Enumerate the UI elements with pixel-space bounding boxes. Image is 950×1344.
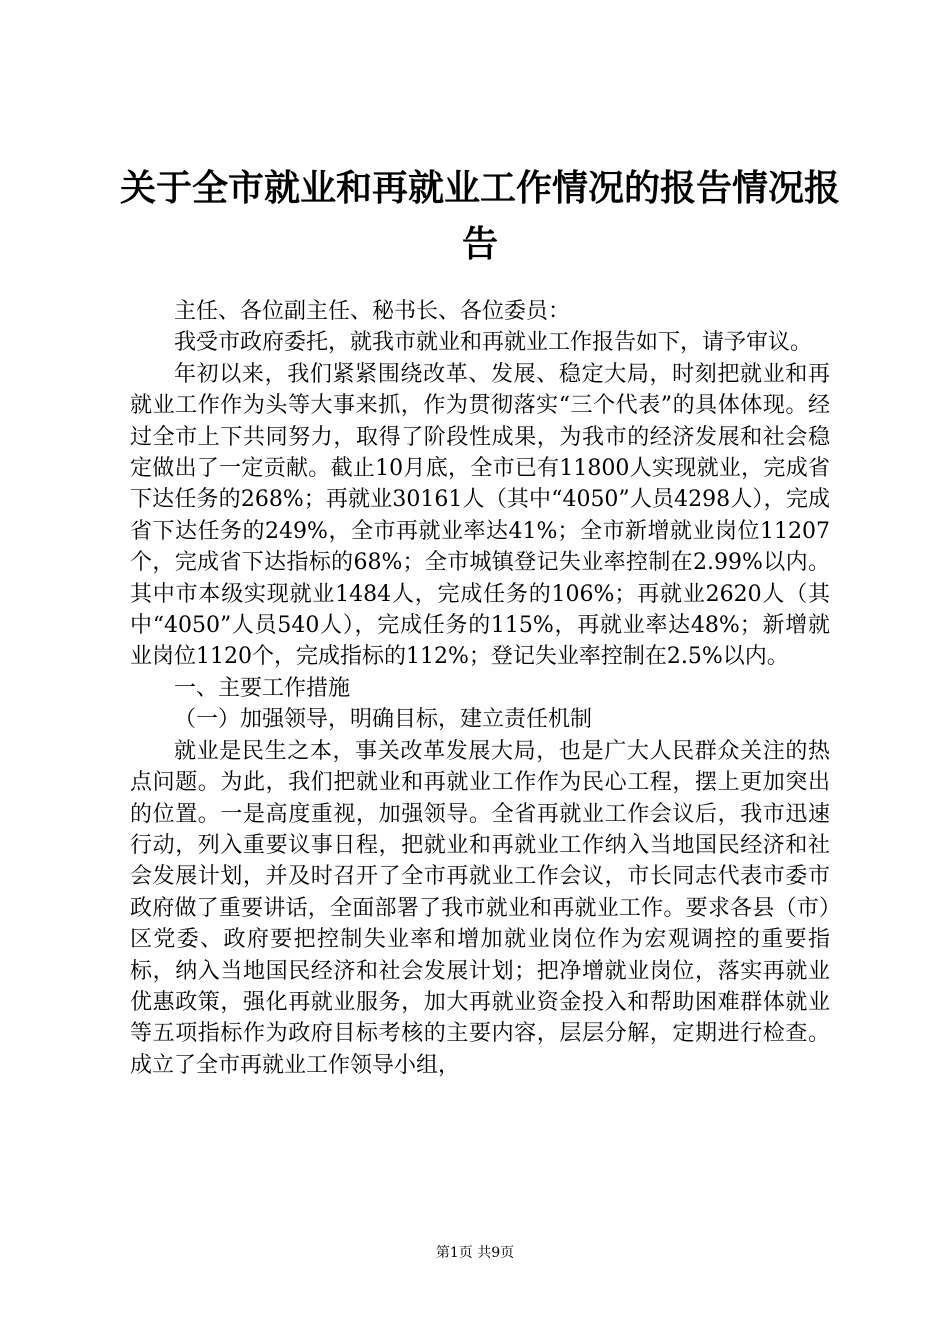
page-footer: 第1页 共9页	[435, 1245, 515, 1261]
section-heading: 一、主要工作措施	[174, 675, 351, 701]
subsection-heading: （一）加强领导，明确目标，建立责任机制	[174, 707, 593, 733]
salutation-paragraph: 主任、各位副主任、秘书长、各位委员：	[174, 299, 571, 324]
document-title: 关于全市就业和再就业工作情况的报告情况报告	[119, 167, 840, 265]
document-body	[130, 296, 830, 1081]
intro-paragraph: 我受市政府委托，就我市就业和再就业工作报告如下，请予审议。	[174, 330, 813, 356]
body-paragraph: 就业是民生之本，事关改革发展大局，也是广大人民群众关注的热点问题。为此，我们把就业和再就业工作作为民心工程，摆上更加突出的位置。一是高度重视，加强领导。全省再就业工作会议后，我市迅速行动，列入重要议事日程，把就业和再就业工作纳入当地国民经济和社会发展计划，并及时召开了全市再就业工作会议，市长同志代表市委市政府做了重要讲话，全面部署了我市就业和再就业工作。要求各县（市）区党委、政府要把控制失业率和增加就业岗位作为宏观调控的重要指标，纳入当地国民经济和社会发展计划；把净增就业岗位，落实再就业优惠政策，强化再就业服务，加大再就业资金投入和帮助困难群体就业等五项指标作为政府目标考核的主要内容，层层分解，定期进行检查。成立了全市再就业工作领导小组，	[130, 738, 830, 1078]
summary-paragraph: 年初以来，我们紧紧围绕改革、发展、稳定大局，时刻把就业和再就业工作作为头等大事来抓，作为贯彻落实“三个代表”的具体体现。经过全市上下共同努力，取得了阶段性成果，为我市的经济发展和社会稳定做出了一定贡献。截止10月底，全市已有11800人实现就业，完成省下达任务的268%；再就业30161人（其中“4050”人员4298人），完成省下达任务的249%，全市再就业率达41%；全市新增就业岗位11207个，完成省下达指标的68%；全市城镇登记失业率控制在2.99%以内。其中市本级实现就业1484人，完成任务的106%；再就业2620人（其中“4050”人员540人），完成任务的115%，再就业率达48%；新增就业岗位1120个，完成指标的112%；登记失业率控制在2.5%以内。	[130, 361, 830, 670]
